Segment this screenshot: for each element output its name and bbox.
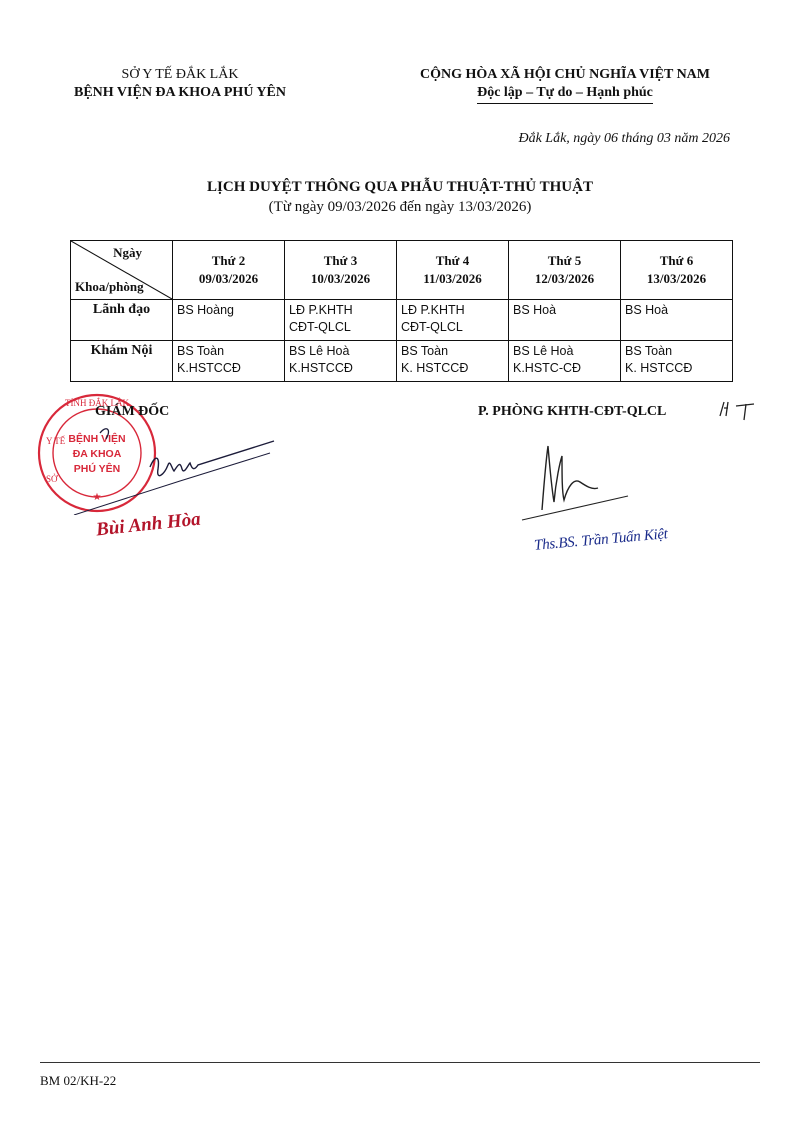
column-date: 11/03/2026 [423,271,482,286]
column-header [173,241,285,300]
column-header [397,241,509,300]
cell-line: BS Lê Hoà [513,344,574,358]
cell-line: BS Toàn [177,344,225,358]
schedule-table [70,240,733,382]
column-date: 10/03/2026 [310,271,371,286]
cell-line: BS Hoàng [177,303,234,317]
cell-line: K.HSTCCĐ [177,361,241,375]
corner-label-dept: Khoa/phòng [75,279,144,294]
country-name: CỘNG HÒA XÃ HỘI CHỦ NGHĨA VIỆT NAM [419,67,710,82]
initial-mark-icon [718,398,758,422]
cell-line: K.HSTC-CĐ [513,361,582,375]
national-motto [370,66,760,104]
cell-line: K. HSTCCĐ [401,361,469,375]
director-title: GIÁM ĐỐC [95,404,170,419]
column-date: 09/03/2026 [198,271,259,286]
row-label: Lãnh đạo [71,300,173,341]
table-header-row [71,241,733,300]
stamp-text-so: SỞ [46,474,58,484]
table-cell [285,341,397,382]
column-day: Thứ 4 [435,253,470,268]
column-day: Thứ 3 [323,253,358,268]
column-day: Thứ 2 [211,253,246,268]
deputy-signature [518,440,638,535]
table-row [71,300,733,341]
cell-line: BS Lê Hoà [289,344,350,358]
table-cell [621,341,733,382]
cell-line: LĐ P.KHTH [289,303,353,317]
footer-divider [40,1062,760,1063]
title-main: LỊCH DUYỆT THÔNG QUA PHẪU THUẬT-THỦ THUẬT [207,179,593,195]
stamp-star-icon: ★ [92,492,102,503]
column-header [285,241,397,300]
cell-line: BS Hoà [625,303,669,317]
cell-line: K. HSTCCĐ [625,361,693,375]
column-header [621,241,733,300]
department-name: SỞ Y TẾ ĐẮK LẮK [121,67,239,82]
hospital-name: BỆNH VIỆN ĐA KHOA PHÚ YÊN [74,85,286,100]
table-cell [397,300,509,341]
cell-line: LĐ P.KHTH [401,303,465,317]
deputy-title: P. PHÒNG KHTH-CĐT-QLCL [478,404,667,419]
table-cell [509,341,621,382]
director-name: Bùi Anh Hòa [95,508,202,541]
corner-header [71,241,173,300]
table-cell [173,300,285,341]
agency-header [60,66,300,102]
stamp-text-line2: ĐA KHOA [72,448,122,460]
cell-line: BS Hoà [513,303,557,317]
column-date: 13/03/2026 [646,271,707,286]
row-label: Khám Nội [71,341,173,382]
stamp-text-line1: BỆNH VIỆN [68,433,126,445]
title-date-range: (Từ ngày 09/03/2026 đến ngày 13/03/2026) [268,199,532,215]
corner-label-date: Ngày [113,245,142,260]
column-day: Thứ 6 [659,253,694,268]
table-cell [397,341,509,382]
column-date: 12/03/2026 [534,271,595,286]
cell-line: BS Toàn [401,344,449,358]
table-cell [173,341,285,382]
document-title [100,177,700,217]
form-code: BM 02/KH-22 [40,1073,117,1088]
issue-date: Đắk Lắk, ngày 06 tháng 03 năm 2026 [518,131,730,146]
stamp-text-province: TỈNH ĐẮK LẮK [65,398,129,408]
stamp-text-line3: PHÚ YÊN [73,463,121,475]
column-header [509,241,621,300]
cell-line: CĐT-QLCL [289,320,351,334]
cell-line: BS Toàn [625,344,673,358]
deputy-name: Ths.BS. Trần Tuấn Kiệt [533,526,669,554]
table-cell [621,300,733,341]
motto: Độc lập – Tự do – Hạnh phúc [477,84,653,104]
table-cell [509,300,621,341]
column-day: Thứ 5 [547,253,582,268]
table-row [71,341,733,382]
director-signature [60,425,280,515]
stamp-text-yte: Y TẾ [46,436,66,446]
table-cell [285,300,397,341]
cell-line: K.HSTCCĐ [289,361,353,375]
cell-line: CĐT-QLCL [401,320,463,334]
